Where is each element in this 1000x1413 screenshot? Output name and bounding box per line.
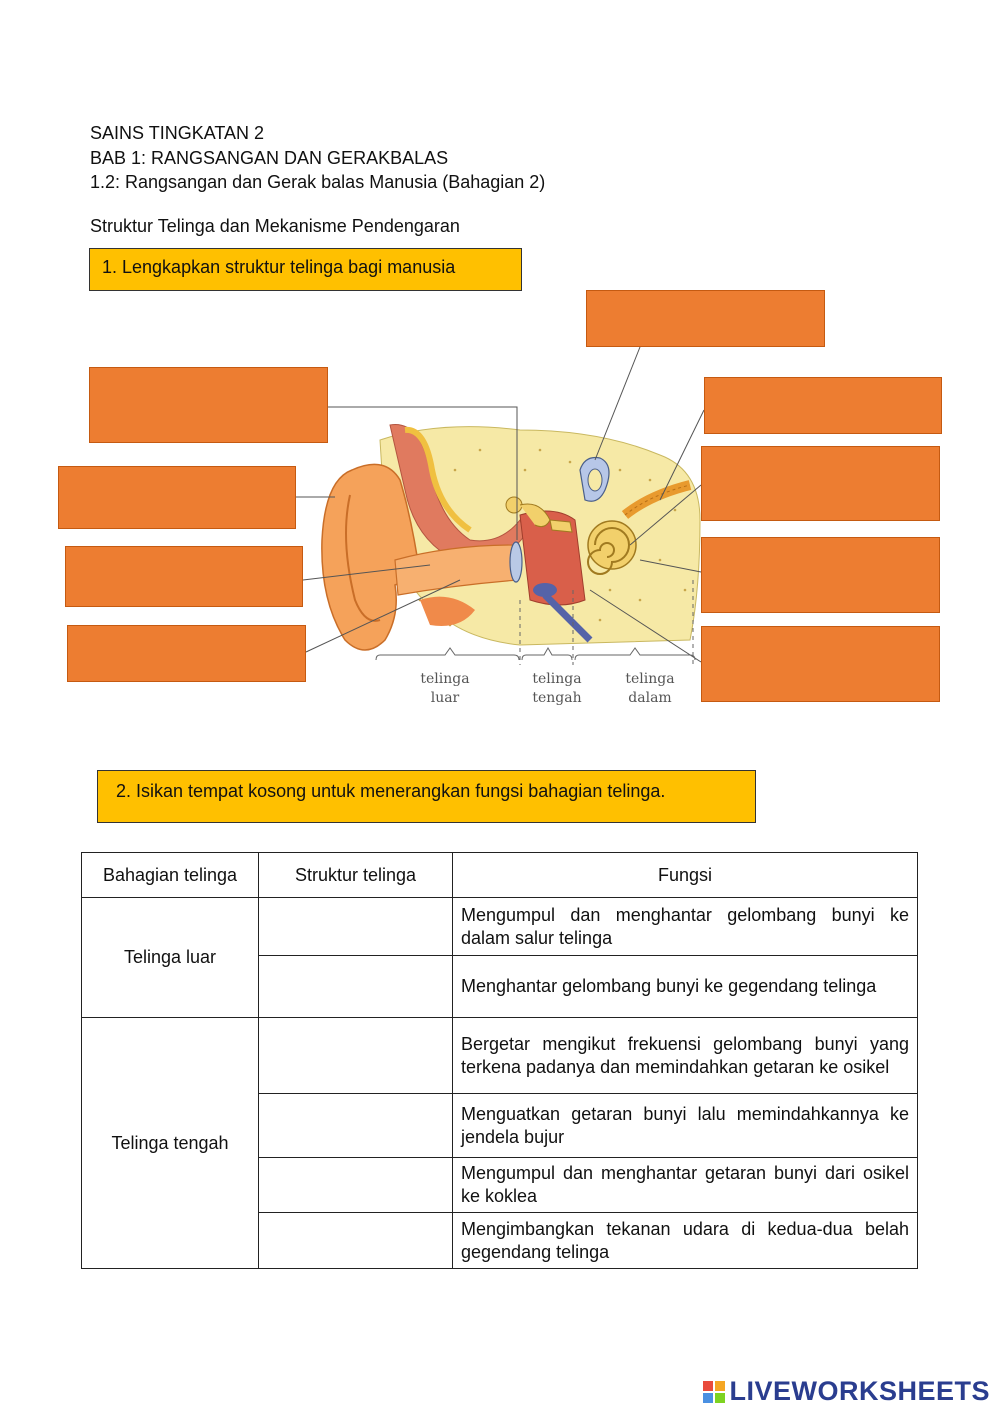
structure-blank-1[interactable]: [259, 898, 453, 956]
answer-box-3[interactable]: [65, 546, 303, 607]
header-line-3: 1.2: Rangsangan dan Gerak balas Manusia (Bahagian 2): [90, 172, 546, 192]
answer-box-2[interactable]: [58, 466, 296, 529]
function-5: Mengumpul dan menghantar getaran bunyi dari osikel ke koklea: [453, 1158, 918, 1213]
group-telinga-luar: Telinga luar: [82, 898, 259, 1018]
answer-box-5[interactable]: [586, 290, 825, 347]
header-struktur: Struktur telinga: [259, 853, 453, 898]
section-title: Struktur Telinga dan Mekanisme Pendengaran: [90, 216, 460, 236]
function-4: Menguatkan getaran bunyi lalu memindahkannya ke jendela bujur: [453, 1094, 918, 1158]
question-2-box: 2. Isikan tempat kosong untuk menerangkan fungsi bahagian telinga.: [97, 770, 756, 823]
answer-box-8[interactable]: [701, 537, 940, 613]
liveworksheets-logo: [703, 1376, 990, 1407]
answer-box-7[interactable]: [701, 446, 940, 521]
label-middle-ear: telinga tengah: [532, 671, 582, 706]
ossicle-stapes: [550, 520, 572, 532]
structure-blank-4[interactable]: [259, 1094, 453, 1158]
function-3: Bergetar mengikut frekuensi gelombang bunyi yang terkena padanya dan memindahkan getaran ke osikel: [453, 1018, 918, 1094]
ossicle-malleus: [506, 497, 522, 513]
answer-box-9[interactable]: [701, 626, 940, 702]
answer-box-6[interactable]: [704, 377, 942, 434]
function-2: Menghantar gelombang bunyi ke gegendang telinga: [453, 956, 918, 1018]
header-bahagian: Bahagian telinga: [82, 853, 259, 898]
eardrum: [510, 542, 522, 582]
function-6: Mengimbangkan tekanan udara di kedua-dua belah gegendang telinga: [453, 1213, 918, 1269]
function-1: Mengumpul dan menghantar gelombang bunyi ke dalam salur telinga: [453, 898, 918, 956]
label-inner-ear: telinga dalam: [625, 671, 675, 706]
label-outer-ear: telinga luar: [420, 671, 470, 706]
answer-box-4[interactable]: [67, 625, 306, 682]
structure-blank-3[interactable]: [259, 1018, 453, 1094]
question-1-box: 1. Lengkapkan struktur telinga bagi manusia: [89, 248, 522, 291]
structure-blank-6[interactable]: [259, 1213, 453, 1269]
logo-text: LIVEWORKSHEETS: [729, 1376, 990, 1406]
header-fungsi: Fungsi: [453, 853, 918, 898]
structure-blank-2[interactable]: [259, 956, 453, 1018]
function-table: [81, 852, 918, 1269]
logo-mark-icon: [703, 1381, 725, 1403]
answer-box-1[interactable]: [89, 367, 328, 443]
group-telinga-tengah: Telinga tengah: [82, 1018, 259, 1269]
structure-blank-5[interactable]: [259, 1158, 453, 1213]
header-line-2: BAB 1: RANGSANGAN DAN GERAKBALAS: [90, 148, 449, 168]
header-line-1: SAINS TINGKATAN 2: [90, 123, 265, 143]
